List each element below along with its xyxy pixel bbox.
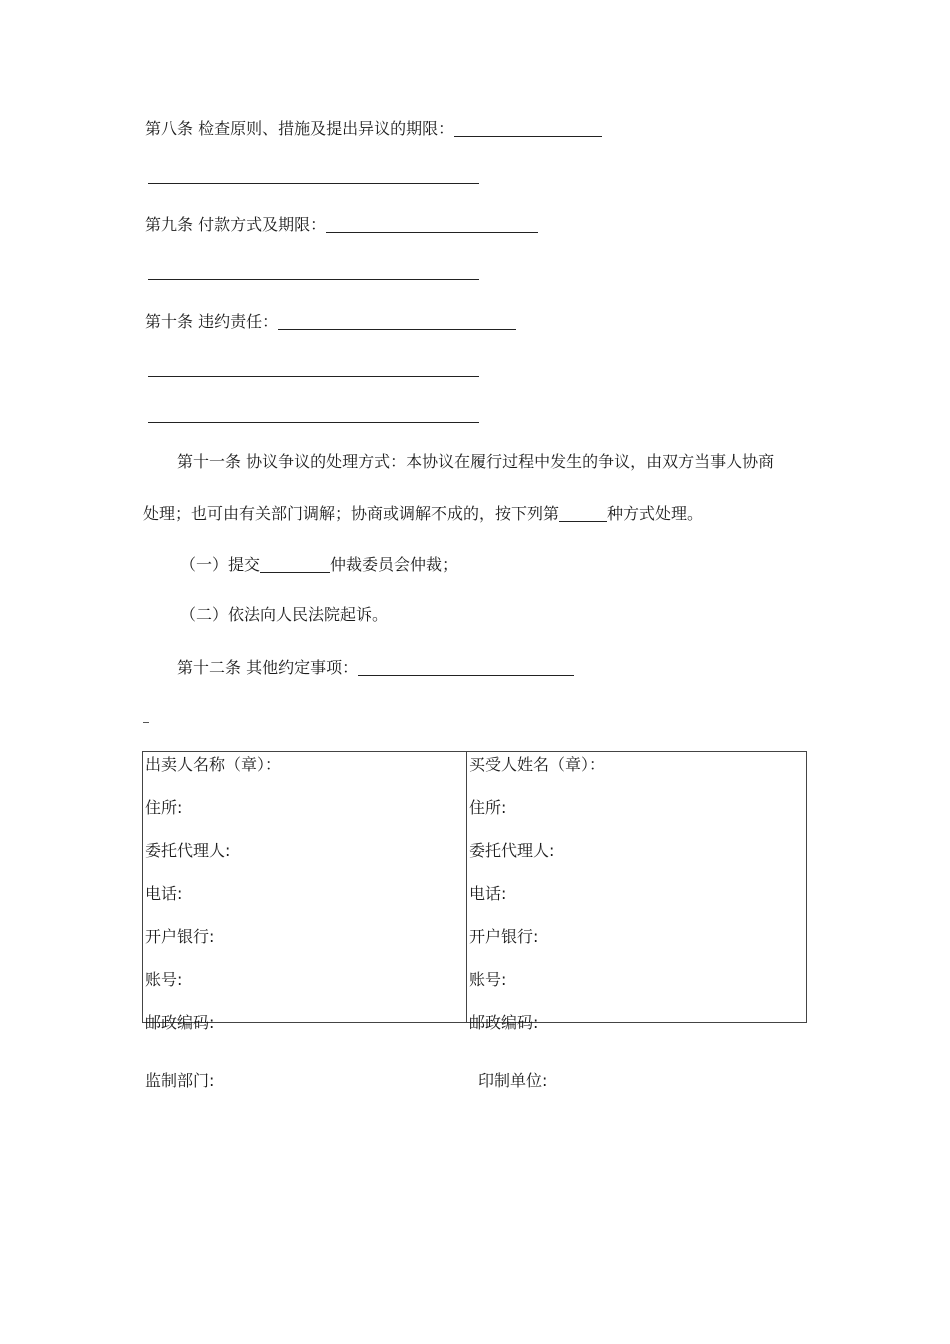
option-1 [180, 554, 458, 575]
article-8 [145, 118, 602, 139]
article-11-line-1: 第十一条 协议争议的处理方式：本协议在履行过程中发生的争议，由双方当事人协商 [177, 452, 775, 471]
buyer-postcode[interactable]: 邮政编码: [469, 1013, 539, 1032]
article-10-blank[interactable] [278, 311, 516, 330]
article-9 [145, 214, 538, 235]
seller-address[interactable]: 住所: [145, 798, 183, 817]
article-8-text: 检查原则、措施及提出异议的期限： [198, 119, 455, 138]
buyer-cell [467, 752, 807, 1032]
buyer-name[interactable]: 买受人姓名（章）： [469, 755, 606, 774]
article-11-line-2 [143, 503, 703, 524]
article-12-blank[interactable] [358, 657, 574, 676]
seller-account[interactable]: 账号: [145, 970, 183, 989]
footer-supervisor: 监制部门: [145, 1071, 215, 1090]
article-10-continuation-line-2[interactable] [148, 422, 479, 423]
article-9-blank[interactable] [326, 214, 538, 233]
buyer-agent[interactable]: 委托代理人: [469, 841, 555, 860]
signature-table [142, 751, 807, 1032]
article-8-continuation-line[interactable] [148, 183, 479, 184]
article-12 [177, 657, 574, 678]
seller-phone[interactable]: 电话: [145, 884, 183, 903]
option-2: （二）依法向人民法院起诉。 [180, 605, 389, 624]
option-1-text-b: 仲裁委员会仲裁； [330, 555, 459, 574]
seller-name[interactable]: 出卖人名称（章）： [145, 755, 282, 774]
article-11-choice-blank[interactable] [559, 503, 607, 522]
buyer-phone[interactable]: 电话: [469, 884, 507, 903]
seller-cell [143, 752, 467, 1032]
option-1-arbitration-blank[interactable] [260, 554, 330, 573]
article-9-text: 付款方式及期限： [198, 215, 327, 234]
article-10-continuation-line-1[interactable] [148, 376, 479, 377]
article-8-label: 第八条 [145, 119, 194, 138]
article-8-blank[interactable] [454, 118, 602, 137]
buyer-account[interactable]: 账号: [469, 970, 507, 989]
article-9-continuation-line[interactable] [148, 279, 479, 280]
article-10 [145, 311, 516, 332]
article-11-text-b: 种方式处理。 [607, 504, 704, 523]
buyer-bank[interactable]: 开户银行: [469, 927, 539, 946]
seller-bank[interactable]: 开户银行: [145, 927, 215, 946]
stray-dash [143, 722, 149, 723]
footer-printer: 印制单位: [478, 1071, 548, 1090]
seller-agent[interactable]: 委托代理人: [145, 841, 231, 860]
article-11-text-a: 处理；也可由有关部门调解；协商或调解不成的，按下列第 [143, 504, 560, 523]
article-10-text: 违约责任： [198, 312, 279, 331]
buyer-address[interactable]: 住所: [469, 798, 507, 817]
article-9-label: 第九条 [145, 215, 194, 234]
option-1-text-a: （一）提交 [180, 555, 261, 574]
article-12-text: 第十二条 其他约定事项： [177, 658, 359, 677]
article-10-label: 第十条 [145, 312, 194, 331]
seller-postcode[interactable]: 邮政编码: [145, 1013, 215, 1032]
